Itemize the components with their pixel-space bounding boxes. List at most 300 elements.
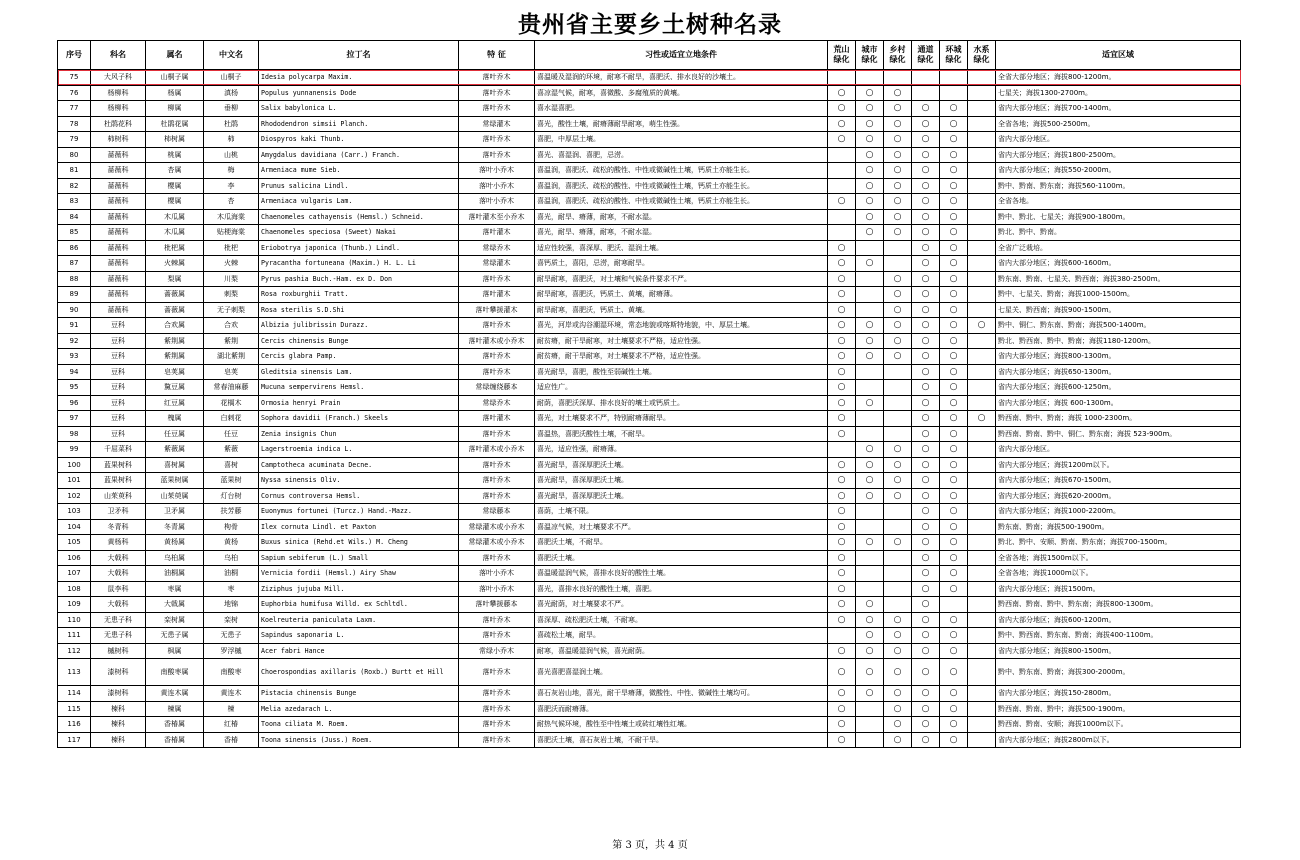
cell-corridor-greening: ○ (912, 597, 940, 613)
cell-urban-greening: ○ (856, 101, 884, 117)
cell-latin-name: Cercis glabra Pamp. (259, 349, 459, 365)
cell-corridor-greening: ○ (912, 318, 940, 334)
cell-family: 漆树科 (91, 659, 146, 686)
table-row[interactable] (58, 732, 1241, 748)
cell-water-greening (968, 628, 996, 644)
cell-latin-name: Mucuna sempervirens Hemsl. (259, 380, 459, 396)
table-row[interactable] (58, 686, 1241, 702)
page-footer: 第 3 页，共 4 页 (612, 840, 688, 851)
cell-index: 103 (58, 504, 91, 520)
cell-ring-greening: ○ (940, 225, 968, 241)
cell-trait: 落叶小乔木 (459, 194, 535, 210)
cell-region: 黔东南、黔南；海拔500-1900m。 (996, 519, 1241, 535)
header-col-trait: 特 征 (459, 41, 535, 70)
header-col-urban-greening: 城市绿化 (856, 41, 884, 70)
cell-index: 77 (58, 101, 91, 117)
cell-trait: 落叶乔木 (459, 488, 535, 504)
cell-corridor-greening: ○ (912, 581, 940, 597)
cell-habit: 耐旱耐寒，喜肥沃，对土壤和气候条件要求不严。 (535, 271, 828, 287)
cell-water-greening (968, 581, 996, 597)
cell-corridor-greening: ○ (912, 550, 940, 566)
cell-corridor-greening: ○ (912, 612, 940, 628)
table-row[interactable] (58, 364, 1241, 380)
cell-chinese-name: 油桐 (204, 566, 259, 582)
table-row[interactable] (58, 287, 1241, 303)
cell-chinese-name: 柿 (204, 132, 259, 148)
cell-region: 省内大部分地区；海拔600-1250m。 (996, 380, 1241, 396)
cell-region: 省内大部分地区；海拔1500m。 (996, 581, 1241, 597)
cell-habit: 喜肥沃土壤。 (535, 550, 828, 566)
cell-region: 省内大部分地区；海拔620-2000m。 (996, 488, 1241, 504)
cell-chinese-name: 乌桕 (204, 550, 259, 566)
cell-water-greening (968, 178, 996, 194)
cell-corridor-greening (912, 85, 940, 101)
cell-corridor-greening: ○ (912, 349, 940, 365)
cell-ring-greening: ○ (940, 364, 968, 380)
cell-chinese-name: 花榈木 (204, 395, 259, 411)
cell-index: 114 (58, 686, 91, 702)
cell-chinese-name: 任豆 (204, 426, 259, 442)
cell-index: 105 (58, 535, 91, 551)
table-row[interactable] (58, 566, 1241, 582)
cell-ring-greening: ○ (940, 302, 968, 318)
cell-index: 107 (58, 566, 91, 582)
cell-genus: 木瓜属 (146, 209, 204, 225)
table-row[interactable] (58, 209, 1241, 225)
table-row[interactable] (58, 116, 1241, 132)
cell-chinese-name: 贴梗海棠 (204, 225, 259, 241)
table-row[interactable] (58, 194, 1241, 210)
cell-rural-greening: ○ (884, 643, 912, 659)
cell-ring-greening: ○ (940, 101, 968, 117)
table-row[interactable] (58, 395, 1241, 411)
cell-genus: 紫荆属 (146, 333, 204, 349)
cell-genus: 无患子属 (146, 628, 204, 644)
cell-latin-name: Choerospondias axillaris (Roxb.) Burtt et Hill (259, 659, 459, 686)
cell-family: 豆科 (91, 380, 146, 396)
table-row[interactable] (58, 612, 1241, 628)
cell-rural-greening: ○ (884, 194, 912, 210)
table-row[interactable] (58, 85, 1241, 101)
cell-corridor-greening: ○ (912, 628, 940, 644)
cell-urban-greening: ○ (856, 318, 884, 334)
cell-trait: 落叶灌木 (459, 411, 535, 427)
cell-region: 省内大部分地区；海拔800-1300m。 (996, 349, 1241, 365)
cell-water-greening (968, 209, 996, 225)
cell-barren-greening: ○ (828, 85, 856, 101)
cell-rural-greening (884, 395, 912, 411)
cell-water-greening (968, 519, 996, 535)
table-row[interactable] (58, 411, 1241, 427)
cell-region: 省内大部分地区；海拔700-1400m。 (996, 101, 1241, 117)
cell-family: 蔷薇科 (91, 147, 146, 163)
cell-rural-greening: ○ (884, 85, 912, 101)
cell-rural-greening: ○ (884, 535, 912, 551)
cell-index: 81 (58, 163, 91, 179)
cell-urban-greening: ○ (856, 132, 884, 148)
cell-latin-name: Ilex cornuta Lindl. et Paxton (259, 519, 459, 535)
cell-chinese-name: 南酸枣 (204, 659, 259, 686)
cell-ring-greening: ○ (940, 581, 968, 597)
cell-rural-greening: ○ (884, 717, 912, 733)
cell-trait: 落叶乔木 (459, 70, 535, 86)
table-body (58, 70, 1241, 748)
table-row[interactable] (58, 659, 1241, 686)
cell-chinese-name: 火棘 (204, 256, 259, 272)
cell-trait: 落叶乔木 (459, 132, 535, 148)
cell-habit: 喜肥沃土壤，喜石灰岩土壤，不耐干旱。 (535, 732, 828, 748)
cell-rural-greening (884, 380, 912, 396)
cell-region: 黔西南、黔南、黔中；海拔500-1900m。 (996, 701, 1241, 717)
cell-barren-greening: ○ (828, 318, 856, 334)
cell-trait: 落叶乔木 (459, 271, 535, 287)
cell-barren-greening: ○ (828, 349, 856, 365)
cell-ring-greening: ○ (940, 240, 968, 256)
cell-genus: 山茱萸属 (146, 488, 204, 504)
cell-water-greening (968, 101, 996, 117)
cell-genus: 楝属 (146, 701, 204, 717)
cell-ring-greening: ○ (940, 395, 968, 411)
cell-urban-greening: ○ (856, 659, 884, 686)
cell-urban-greening (856, 550, 884, 566)
table-row[interactable] (58, 101, 1241, 117)
cell-region: 省内大部分地区；海拔1000-2200m。 (996, 504, 1241, 520)
cell-ring-greening: ○ (940, 287, 968, 303)
cell-habit: 耐寒，喜温暖湿润气候，喜光耐荫。 (535, 643, 828, 659)
cell-rural-greening (884, 70, 912, 86)
cell-habit: 喜石灰岩山地，喜光，耐干旱瘠薄，微酸性、中性、微碱性土壤均可。 (535, 686, 828, 702)
cell-trait: 落叶乔木 (459, 473, 535, 489)
cell-latin-name: Toona sinensis (Juss.) Roem. (259, 732, 459, 748)
cell-water-greening (968, 302, 996, 318)
cell-genus: 火棘属 (146, 256, 204, 272)
cell-trait: 落叶灌木或小乔木 (459, 333, 535, 349)
cell-habit: 耐旱耐寒，喜肥沃，钙质土、黄壤，耐瘠薄。 (535, 287, 828, 303)
cell-corridor-greening: ○ (912, 566, 940, 582)
table-row[interactable] (58, 178, 1241, 194)
table-row[interactable] (58, 271, 1241, 287)
cell-chinese-name: 刺梨 (204, 287, 259, 303)
cell-chinese-name: 扶芳藤 (204, 504, 259, 520)
cell-water-greening (968, 70, 996, 86)
cell-habit: 喜温润，喜肥沃、疏松的酸性、中性或微碱性土壤，钙质土亦能生长。 (535, 178, 828, 194)
table-row[interactable] (58, 550, 1241, 566)
table-row[interactable] (58, 628, 1241, 644)
cell-habit: 喜温凉气候，对土壤要求不严。 (535, 519, 828, 535)
cell-chinese-name: 李 (204, 178, 259, 194)
cell-barren-greening: ○ (828, 116, 856, 132)
cell-trait: 落叶小乔木 (459, 178, 535, 194)
cell-chinese-name: 白刺花 (204, 411, 259, 427)
cell-urban-greening: ○ (856, 194, 884, 210)
cell-genus: 杜鹃花属 (146, 116, 204, 132)
table-row[interactable] (58, 581, 1241, 597)
table-row[interactable] (58, 597, 1241, 613)
cell-water-greening (968, 504, 996, 520)
cell-region: 省内大部分地区。 (996, 132, 1241, 148)
cell-index: 110 (58, 612, 91, 628)
cell-water-greening (968, 163, 996, 179)
cell-region: 全省大部分地区；海拔800-1200m。 (996, 70, 1241, 86)
cell-trait: 落叶乔木 (459, 457, 535, 473)
table-row[interactable] (58, 535, 1241, 551)
cell-genus: 黧豆属 (146, 380, 204, 396)
table-row[interactable] (58, 302, 1241, 318)
cell-habit: 喜光，酸性土壤，耐瘠薄耐旱耐寒，萌生性强。 (535, 116, 828, 132)
cell-habit: 喜荫，土壤不限。 (535, 504, 828, 520)
cell-region: 黔西南、黔南、黔中、黔东南；海拔800-1300m。 (996, 597, 1241, 613)
table-row[interactable] (58, 333, 1241, 349)
table-row[interactable] (58, 132, 1241, 148)
cell-rural-greening: ○ (884, 349, 912, 365)
cell-water-greening (968, 457, 996, 473)
cell-family: 大风子科 (91, 70, 146, 86)
cell-family: 蔷薇科 (91, 163, 146, 179)
header-col-family: 科名 (91, 41, 146, 70)
table-row[interactable] (58, 380, 1241, 396)
cell-family: 豆科 (91, 318, 146, 334)
cell-index: 108 (58, 581, 91, 597)
cell-latin-name: Armeniaca mume Sieb. (259, 163, 459, 179)
cell-region: 七星关、黔西南；海拔900-1500m。 (996, 302, 1241, 318)
table-row[interactable] (58, 701, 1241, 717)
cell-urban-greening: ○ (856, 628, 884, 644)
cell-trait: 落叶乔木 (459, 101, 535, 117)
cell-habit: 喜疏松土壤，耐旱。 (535, 628, 828, 644)
cell-habit: 喜肥沃而耐瘠薄。 (535, 701, 828, 717)
cell-family: 大戟科 (91, 550, 146, 566)
cell-rural-greening (884, 519, 912, 535)
cell-habit: 耐荫，喜肥沃深厚、排水良好的壤土或钙质土。 (535, 395, 828, 411)
table-row[interactable] (58, 442, 1241, 458)
cell-water-greening (968, 659, 996, 686)
cell-family: 鼠李科 (91, 581, 146, 597)
cell-genus: 枇杷属 (146, 240, 204, 256)
cell-genus: 紫薇属 (146, 442, 204, 458)
table-row[interactable] (58, 147, 1241, 163)
cell-region: 黔中、黔南、黔东南；海拔560-1100m。 (996, 178, 1241, 194)
cell-rural-greening: ○ (884, 333, 912, 349)
cell-water-greening (968, 380, 996, 396)
cell-genus: 黄连木属 (146, 686, 204, 702)
cell-ring-greening: ○ (940, 643, 968, 659)
cell-habit: 喜水湿喜肥。 (535, 101, 828, 117)
cell-chinese-name: 紫荆 (204, 333, 259, 349)
cell-trait: 落叶灌木 (459, 287, 535, 303)
cell-ring-greening: ○ (940, 318, 968, 334)
table-row[interactable] (58, 426, 1241, 442)
cell-ring-greening: ○ (940, 659, 968, 686)
table-row[interactable] (58, 643, 1241, 659)
cell-genus: 木瓜属 (146, 225, 204, 241)
cell-trait: 落叶乔木 (459, 550, 535, 566)
cell-genus: 樱属 (146, 178, 204, 194)
cell-family: 无患子科 (91, 612, 146, 628)
cell-water-greening (968, 333, 996, 349)
cell-trait: 落叶乔木 (459, 364, 535, 380)
cell-genus: 梨属 (146, 271, 204, 287)
cell-corridor-greening: ○ (912, 643, 940, 659)
cell-latin-name: Acer fabri Hance (259, 643, 459, 659)
cell-genus: 柳属 (146, 101, 204, 117)
table-row[interactable] (58, 519, 1241, 535)
cell-genus: 香椿属 (146, 717, 204, 733)
cell-ring-greening: ○ (940, 163, 968, 179)
cell-barren-greening (828, 442, 856, 458)
cell-chinese-name: 山桃 (204, 147, 259, 163)
cell-water-greening (968, 612, 996, 628)
cell-latin-name: Gleditsia sinensis Lam. (259, 364, 459, 380)
cell-water-greening: ○ (968, 318, 996, 334)
cell-barren-greening: ○ (828, 581, 856, 597)
header-col-latin-name: 拉丁名 (259, 41, 459, 70)
cell-water-greening (968, 686, 996, 702)
cell-barren-greening: ○ (828, 519, 856, 535)
cell-index: 91 (58, 318, 91, 334)
cell-index: 112 (58, 643, 91, 659)
cell-index: 85 (58, 225, 91, 241)
cell-trait: 落叶乔木 (459, 318, 535, 334)
table-row[interactable] (58, 70, 1241, 86)
cell-corridor-greening: ○ (912, 132, 940, 148)
header-col-water-greening: 水系绿化 (968, 41, 996, 70)
table-header (58, 41, 1241, 70)
cell-index: 99 (58, 442, 91, 458)
cell-urban-greening: ○ (856, 147, 884, 163)
cell-trait: 落叶小乔木 (459, 163, 535, 179)
cell-latin-name: Cornus controversa Hemsl. (259, 488, 459, 504)
cell-urban-greening: ○ (856, 225, 884, 241)
cell-trait: 落叶乔木 (459, 628, 535, 644)
cell-water-greening (968, 550, 996, 566)
cell-region: 黔东南、黔南、七星关、黔西南；海拔380-2500m。 (996, 271, 1241, 287)
cell-index: 84 (58, 209, 91, 225)
cell-barren-greening: ○ (828, 256, 856, 272)
cell-corridor-greening: ○ (912, 488, 940, 504)
table-row[interactable] (58, 318, 1241, 334)
cell-habit: 喜光，适应性强，耐瘠薄。 (535, 442, 828, 458)
cell-rural-greening: ○ (884, 628, 912, 644)
cell-urban-greening (856, 426, 884, 442)
table-row[interactable] (58, 240, 1241, 256)
cell-family: 山茱萸科 (91, 488, 146, 504)
cell-ring-greening: ○ (940, 457, 968, 473)
page-title: 贵州省主要乡土树种名录 (518, 11, 782, 38)
cell-family: 豆科 (91, 426, 146, 442)
cell-corridor-greening: ○ (912, 178, 940, 194)
cell-water-greening (968, 442, 996, 458)
table-row[interactable] (58, 225, 1241, 241)
cell-barren-greening (828, 70, 856, 86)
cell-trait: 落叶乔木 (459, 426, 535, 442)
cell-rural-greening: ○ (884, 287, 912, 303)
cell-genus: 杨属 (146, 85, 204, 101)
table-row[interactable] (58, 473, 1241, 489)
table-row[interactable] (58, 717, 1241, 733)
cell-index: 113 (58, 659, 91, 686)
cell-habit: 喜光，对土壤要求不严，特别耐瘠薄耐旱。 (535, 411, 828, 427)
cell-chinese-name: 山桐子 (204, 70, 259, 86)
cell-latin-name: Pyrus pashia Buch.-Ham. ex D. Don (259, 271, 459, 287)
cell-urban-greening: ○ (856, 488, 884, 504)
cell-latin-name: Rosa roxburghii Tratt. (259, 287, 459, 303)
cell-corridor-greening (912, 70, 940, 86)
cell-trait: 常绿乔木 (459, 395, 535, 411)
cell-barren-greening: ○ (828, 717, 856, 733)
cell-family: 豆科 (91, 411, 146, 427)
cell-urban-greening: ○ (856, 597, 884, 613)
cell-latin-name: Salix babylonica L. (259, 101, 459, 117)
cell-family: 蔷薇科 (91, 209, 146, 225)
cell-urban-greening (856, 271, 884, 287)
table-row[interactable] (58, 163, 1241, 179)
cell-urban-greening: ○ (856, 85, 884, 101)
cell-corridor-greening: ○ (912, 659, 940, 686)
cell-corridor-greening: ○ (912, 287, 940, 303)
table-row[interactable] (58, 488, 1241, 504)
cell-habit: 耐贫瘠，耐干旱耐寒，对土壤要求不严格，适应性强。 (535, 333, 828, 349)
cell-habit: 喜肥沃土壤，不耐旱。 (535, 535, 828, 551)
cell-genus: 桃属 (146, 147, 204, 163)
cell-barren-greening: ○ (828, 473, 856, 489)
cell-urban-greening (856, 302, 884, 318)
cell-ring-greening: ○ (940, 349, 968, 365)
cell-ring-greening: ○ (940, 209, 968, 225)
table-row[interactable] (58, 504, 1241, 520)
cell-barren-greening: ○ (828, 535, 856, 551)
cell-index: 88 (58, 271, 91, 287)
cell-habit: 喜光耐旱，喜深厚肥沃土壤。 (535, 473, 828, 489)
cell-barren-greening: ○ (828, 333, 856, 349)
cell-rural-greening: ○ (884, 132, 912, 148)
cell-latin-name: Eriobotrya japonica (Thunb.) Lindl. (259, 240, 459, 256)
cell-corridor-greening: ○ (912, 333, 940, 349)
cell-family: 柿树科 (91, 132, 146, 148)
cell-genus: 杏属 (146, 163, 204, 179)
cell-water-greening (968, 701, 996, 717)
cell-barren-greening: ○ (828, 426, 856, 442)
cell-ring-greening: ○ (940, 271, 968, 287)
cell-urban-greening: ○ (856, 473, 884, 489)
cell-rural-greening: ○ (884, 442, 912, 458)
cell-index: 79 (58, 132, 91, 148)
cell-habit: 喜光，喜排水良好的酸性土壤，喜肥。 (535, 581, 828, 597)
cell-rural-greening: ○ (884, 209, 912, 225)
cell-index: 111 (58, 628, 91, 644)
cell-corridor-greening: ○ (912, 701, 940, 717)
cell-ring-greening: ○ (940, 442, 968, 458)
cell-latin-name: Rosa sterilis S.D.Shi (259, 302, 459, 318)
cell-latin-name: Cercis chinensis Bunge (259, 333, 459, 349)
cell-region: 省内大部分地区；海拔 600-1300m。 (996, 395, 1241, 411)
table-row[interactable] (58, 256, 1241, 272)
cell-rural-greening: ○ (884, 318, 912, 334)
cell-water-greening (968, 240, 996, 256)
table-row[interactable] (58, 457, 1241, 473)
cell-water-greening (968, 225, 996, 241)
cell-family: 豆科 (91, 349, 146, 365)
cell-region: 全省各地。 (996, 194, 1241, 210)
cell-latin-name: Camptotheca acuminata Decne. (259, 457, 459, 473)
cell-family: 蔷薇科 (91, 240, 146, 256)
cell-chinese-name: 香椿 (204, 732, 259, 748)
cell-rural-greening (884, 566, 912, 582)
cell-barren-greening: ○ (828, 240, 856, 256)
table-row[interactable] (58, 349, 1241, 365)
cell-family: 蔷薇科 (91, 178, 146, 194)
cell-genus: 柿树属 (146, 132, 204, 148)
cell-latin-name: Chaenomeles cathayensis (Hemsl.) Schneid. (259, 209, 459, 225)
